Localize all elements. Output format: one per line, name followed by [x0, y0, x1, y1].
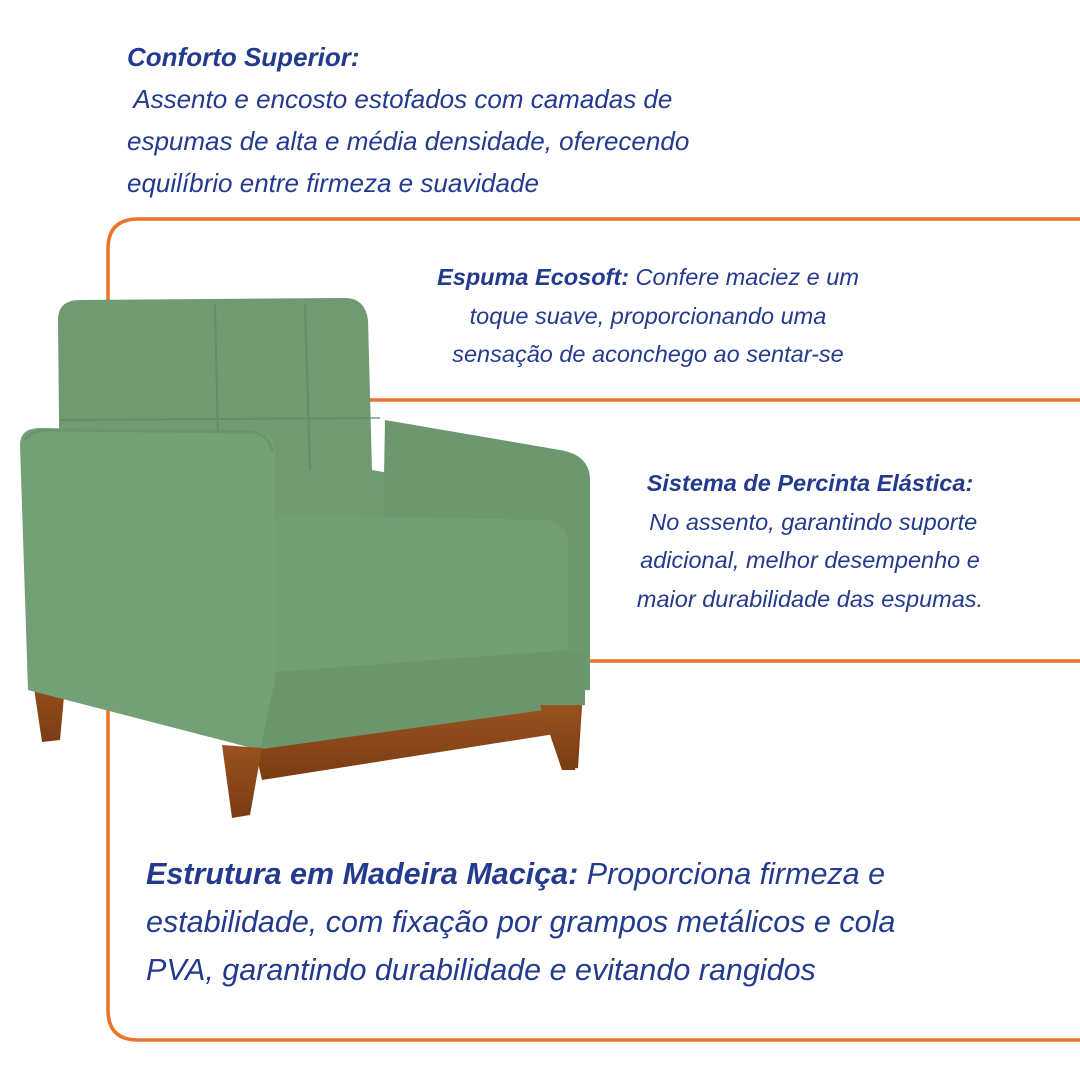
percinta-line-1: No assento, garantindo suporte	[642, 508, 978, 535]
conforto-line-2: espumas de alta e média densidade, oferecendo	[127, 126, 690, 156]
feature-espuma	[398, 258, 898, 374]
espuma-line-3: sensação de aconchego ao sentar-se	[452, 341, 844, 367]
chair-seat	[265, 515, 568, 675]
espuma-line-2: toque suave, proporcionando uma	[469, 302, 827, 329]
espuma-title: Espuma Ecosoft:	[437, 264, 630, 290]
percinta-title: Sistema de Percinta Elástica:	[646, 470, 974, 496]
estrutura-line-2: estabilidade, com fixação por grampos metálicos e cola	[146, 905, 896, 939]
percinta-line-2: adicional, melhor desempenho e	[640, 547, 980, 573]
feature-estrutura	[146, 850, 1006, 994]
estrutura-title: Estrutura em Madeira Maciça:	[146, 857, 579, 891]
feature-percinta	[600, 464, 1020, 618]
conforto-line-1: Assento e encosto estofados com camadas de	[127, 84, 673, 114]
estrutura-line-3: PVA, garantindo durabilidade e evitando rangidos	[146, 953, 816, 987]
feature-conforto	[127, 36, 767, 204]
estrutura-line-1: Proporciona firmeza e	[578, 857, 886, 891]
percinta-line-3: maior durabilidade das espumas.	[636, 585, 984, 612]
chair-leg-front-right	[540, 705, 580, 770]
chair-leg-front-left	[222, 745, 262, 818]
conforto-line-3: equilíbrio entre firmeza e suavidade	[127, 168, 539, 198]
conforto-title: Conforto Superior:	[127, 42, 360, 72]
espuma-line-1: Confere maciez e um	[629, 264, 859, 290]
